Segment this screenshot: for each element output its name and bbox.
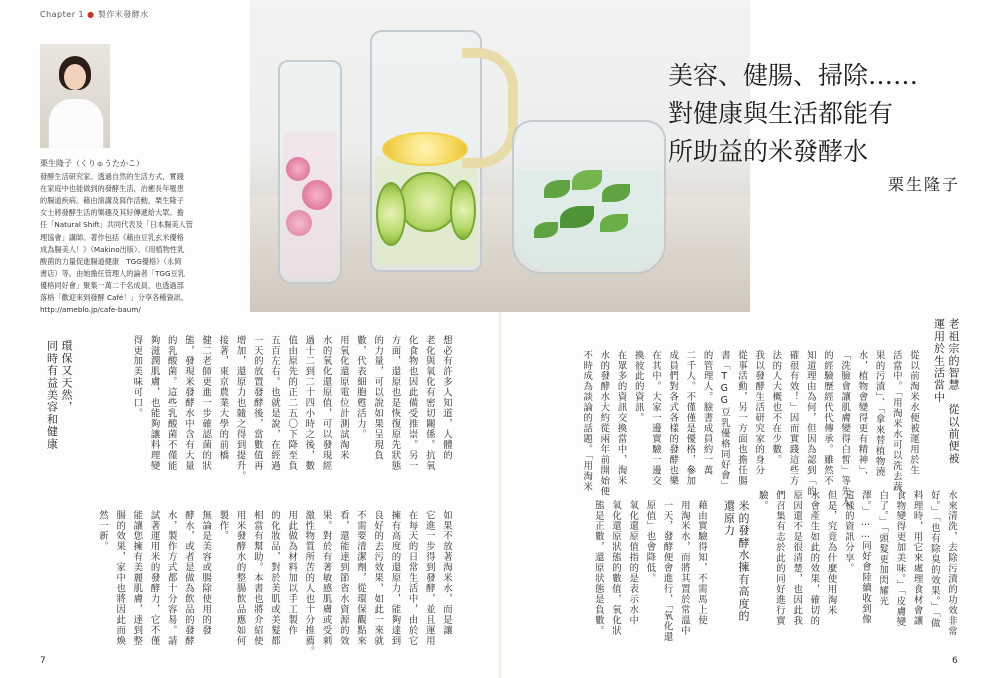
page-number-left: 7 xyxy=(40,656,46,666)
flower-glass xyxy=(278,60,342,284)
bio-line: 優格同好會」聚集一萬二千名成員，也透過部 xyxy=(40,280,184,290)
mint-jar xyxy=(512,120,666,274)
left-body-top: 想必有許多人知道，人體的 老化與氧化有密切關係。抗氧 化食物也因此備受推崇。另一 方面，還原也是恢復原先狀態 的力量，可以說如果呈現負 數，代表細胞甦活力。 用氧化還原電位計測試淘米 水的氧化還原值，可以發現經 過十二到二十四小時之後，數 值由原先的正二五〇下降至負 五百左右。也就是說，在經過 一天的放置發酵後，當數值再 增加，還原力也隨之得到提升。 接著，東京農業大學的前橋 健二老師更進一步確認菌的狀 態，發現米發酵水中含有大量 的乳酸菌。這些乳酸菌不僅能 夠滋潤肌膚，也能夠讓料理變 得更加美味可口。 xyxy=(131,335,452,482)
pitcher-handle xyxy=(462,48,518,168)
section1-heading: 老祖宗的智慧 從以前便被 運用於生活當中 xyxy=(932,318,960,465)
author-portrait xyxy=(40,44,110,148)
bio-line: 女士將發酵生活的樂趣及其好傳遞給大眾。擔 xyxy=(40,208,184,218)
bio-line: 書店）等。由她擔任管理人的論者「TGG豆乳 xyxy=(40,268,185,278)
section2-body: 藉由實驗得知，不需馬上使 用淘米水，而將其置於常溫中 一天，發酵便會進行，「氧化還 原值」也會降低。 氧化還原值指的是表示水中 氧化還原狀態的數值，氧化狀 態是正數，還原狀態是負數。 xyxy=(592,500,707,643)
running-header: Chapter 1 ● 製作米發酵水 xyxy=(40,10,149,19)
bio-line: 成為腸美人！》（Makino出版）、《用植物性乳 xyxy=(40,244,185,254)
bio-line: 任「Natural Shift」共同代表及「日本腸美人管 xyxy=(40,220,193,230)
section2-heading: 米的發酵水擁有高度的 還原力 xyxy=(722,500,750,622)
title-line: 美容、健腸、掃除…… xyxy=(668,61,919,90)
article-title xyxy=(668,57,998,171)
section1-body-continued: 水來清洗，去除污漬的功效非常 好。」「也有除臭的效果。」「做 料理時，用它來處理食材會讓 食物變得更加美味。」「皮膚變 白了。」「頭髮更加閃耀光 澤。」……同好會陸續收到像 這樣的資訊分享。 但是，究竟為什麼使用淘米 水會產生如此的效果，確切的 原因還不是很清楚，也因此我 們召集有志於此的同好進行實 驗。 xyxy=(756,490,957,637)
left-heading: 環保又天然， 同時有益美容和健康 xyxy=(45,340,73,450)
left-body-bottom: 如果不放著淘米水，而是讓 它進一步得到發酵，並且運用 在每天的日常生活中，由於它 擁有高度的還原力，能夠達到 良好的去污效果，如此一來就 不需要清潔劑，從環保觀點來 看，還能達到節省水資源的效 果。對於有著敏感肌膚或受刺 激性物質所苦的人也十分推薦。 用此做為材料加以手工製作 的化妝品，對於美肌或美髮都 相當有幫助。本書也將介紹使 用米發酵水的整腸飲品應如何 製作。 無論是美容或腸除使用的發 酵水，或者是做為飲品的發酵 水，製作方式都十分容易。請 試著運用米的發酵力，它不僅 能讓您擁有美麗肌膚，達到整 腸的效果，家中也將因此而煥 然一新。 xyxy=(96,510,452,657)
title-line: 對健康與生活都能有 xyxy=(668,99,894,128)
bio-line: 酸菌的力量促進腸道健康 TGG優格》（永岡 xyxy=(40,256,182,266)
bio-name: 栗生隆子（くりゅうたかこ） xyxy=(40,159,144,168)
author-bio xyxy=(40,158,240,316)
bio-line: 的腸道疾病。藉由演講及寫作活動，栗生隆子 xyxy=(40,196,184,206)
page-number-right: 6 xyxy=(952,656,958,666)
section1-body: 從以前淘米水便被運用於生 活當中。「用淘米水可以洗去蔬 果的污漬」、「拿來替植物澆 水，植物會變得更有精神」、 「洗臉會讓肌膚變得白皙」等先人 的經驗歷經代代傳承。雖然不 知道理由為何，但因為認到「的 確很有效！」因而實踐這些方 法的人大概也不在少數。 我以發酵生活研究家的身分 從事活動，另一方面也擔任腸 書「TGG豆乳優格同好會」 的管理人。臉書成員約一萬 二千人。不僅僅是優格，參加 成員們對各式各樣的發酵也樂 在其中。大家一邊實驗一邊交 換彼此的資訊。 在眾多的資訊交換當中，淘米 水的發酵水大約從兩年前開始便 不時成為談論的話題。「用淘米 xyxy=(581,350,919,508)
bio-line: 理協會」講師。著作包括《藉由豆乳玄米優格 xyxy=(40,232,184,242)
bio-line: 在家庭中也能做到的發酵生活，治癒長年罹患 xyxy=(40,184,184,194)
bio-line: 發酵生活研究家。透過自然的生活方式，實踐 xyxy=(40,172,184,182)
chapter-title: 製作米發酵水 xyxy=(97,10,149,19)
title-line: 所助益的米發酵水 xyxy=(668,137,869,166)
chapter-label: Chapter 1 xyxy=(40,10,85,19)
bio-line: 落格「歡迎來到發酵 Café！」分享各種資訊。 xyxy=(40,293,189,303)
bio-url: http://ameblo.jp/cafe-baum/ xyxy=(40,305,141,315)
author-byline: 栗生隆子 xyxy=(888,175,961,194)
